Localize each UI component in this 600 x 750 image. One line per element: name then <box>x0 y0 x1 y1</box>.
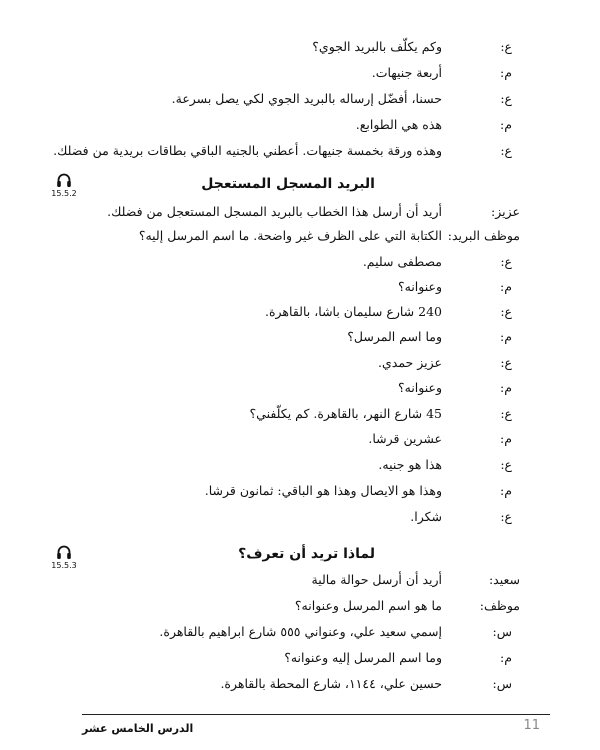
dialogue-text: وهذا هو الايصال وهذا هو الباقي: ثمانون قرشا. <box>204 483 442 498</box>
footer-divider <box>82 714 550 715</box>
dialogue-line <box>0 276 600 298</box>
section-title: لماذا تريد أن تعرف؟ <box>238 546 375 562</box>
dialogue-line <box>0 454 600 476</box>
dialogue-line <box>0 480 600 502</box>
speaker-label: سعيد: <box>488 572 520 587</box>
dialogue-text: شكرا. <box>410 509 442 524</box>
speaker-label: م: <box>500 279 512 294</box>
dialogue-text: إسمي سعيد علي، وعنواني ٥٥٥ شارع ابراهيم بالقاهرة. <box>159 624 442 639</box>
dialogue-text: هذا هو جنيه. <box>378 457 442 472</box>
dialogue-line <box>0 403 600 425</box>
speaker-label: ع: <box>500 91 512 106</box>
section-title: البريد المسجل المستعجل <box>201 176 375 192</box>
speaker-label: موظف البريد: <box>447 228 520 243</box>
audio-track[interactable] <box>44 172 84 199</box>
dialogue-line <box>0 326 600 348</box>
dialogue-line <box>0 251 600 273</box>
dialogue-line <box>0 201 600 223</box>
dialogue-text: 45 شارع النهر، بالقاهرة. كم يكلّفني؟ <box>249 406 442 421</box>
dialogue-line <box>0 621 600 643</box>
dialogue-text: هذه هي الطوابع. <box>355 117 442 132</box>
speaker-label: عزيز: <box>491 204 520 219</box>
dialogue-text: وعنوانه؟ <box>397 380 442 395</box>
dialogue-line <box>0 428 600 450</box>
speaker-label: ع: <box>500 39 512 54</box>
dialogue-text: حسين علي، ١١٤٤، شارع المحطة بالقاهرة. <box>220 676 442 691</box>
speaker-label: ع: <box>500 254 512 269</box>
track-number: 15.5.3 <box>51 561 77 570</box>
dialogue-line <box>0 36 600 58</box>
dialogue-line <box>0 140 600 162</box>
dialogue-text: ما هو اسم المرسل وعنوانه؟ <box>294 598 442 613</box>
dialogue-text: حسنا، أفضّل إرساله بالبريد الجوي لكي يصل بسرعة. <box>171 91 442 106</box>
speaker-label: ع: <box>500 509 512 524</box>
dialogue-text: وما اسم المرسل إليه وعنوانه؟ <box>284 650 442 665</box>
speaker-label: ع: <box>500 304 512 319</box>
speaker-label: ع: <box>500 457 512 472</box>
speaker-label: س: <box>492 624 512 639</box>
audio-track[interactable] <box>44 544 84 571</box>
dialogue-line <box>0 673 600 695</box>
speaker-label: م: <box>500 380 512 395</box>
dialogue-text: وكم يكلّف بالبريد الجوي؟ <box>312 39 442 54</box>
dialogue-line <box>0 352 600 374</box>
page-number: 11 <box>523 718 540 733</box>
dialogue-text: أريد أن أرسل حوالة مالية <box>311 572 442 587</box>
dialogue-line <box>0 647 600 669</box>
speaker-label: م: <box>500 483 512 498</box>
dialogue-text: أريد أن أرسل هذا الخطاب بالبريد المسجل المستعجل من فضلك. <box>107 204 442 219</box>
dialogue-line <box>0 62 600 84</box>
headphones-icon[interactable] <box>56 172 72 188</box>
dialogue-text: وهذه ورقة بخمسة جنيهات. أعطني بالجنيه الباقي بطاقات بريدية من فضلك. <box>53 143 442 158</box>
speaker-label: م: <box>500 65 512 80</box>
dialogue-line <box>0 569 600 591</box>
headphones-icon[interactable] <box>56 544 72 560</box>
speaker-label: س: <box>492 676 512 691</box>
speaker-label: ع: <box>500 143 512 158</box>
dialogue-text: وعنوانه؟ <box>397 279 442 294</box>
speaker-label: ع: <box>500 355 512 370</box>
footer-lesson-title: الدرس الخامس عشر <box>82 722 194 735</box>
dialogue-line <box>0 377 600 399</box>
speaker-label: م: <box>500 117 512 132</box>
speaker-label: م: <box>500 431 512 446</box>
speaker-label: م: <box>500 329 512 344</box>
speaker-label: ع: <box>500 406 512 421</box>
dialogue-text: وما اسم المرسل؟ <box>347 329 442 344</box>
speaker-label: م: <box>500 650 512 665</box>
dialogue-line <box>0 225 600 247</box>
dialogue-line <box>0 595 600 617</box>
dialogue-line <box>0 506 600 528</box>
dialogue-text: 240 شارع سليمان باشا، بالقاهرة. <box>265 304 442 319</box>
dialogue-text: أربعة جنيهات. <box>371 65 442 80</box>
track-number: 15.5.2 <box>51 189 77 198</box>
dialogue-text: عشرين قرشا. <box>368 431 442 446</box>
dialogue-text: الكتابة التي على الظرف غير واضحة. ما اسم المرسل إليه؟ <box>138 228 442 243</box>
dialogue-text: مصطفى سليم. <box>362 254 442 269</box>
speaker-label: موظف: <box>479 598 520 613</box>
dialogue-line <box>0 88 600 110</box>
dialogue-line <box>0 301 600 323</box>
dialogue-text: عزيز حمدي. <box>378 355 442 370</box>
dialogue-line <box>0 114 600 136</box>
